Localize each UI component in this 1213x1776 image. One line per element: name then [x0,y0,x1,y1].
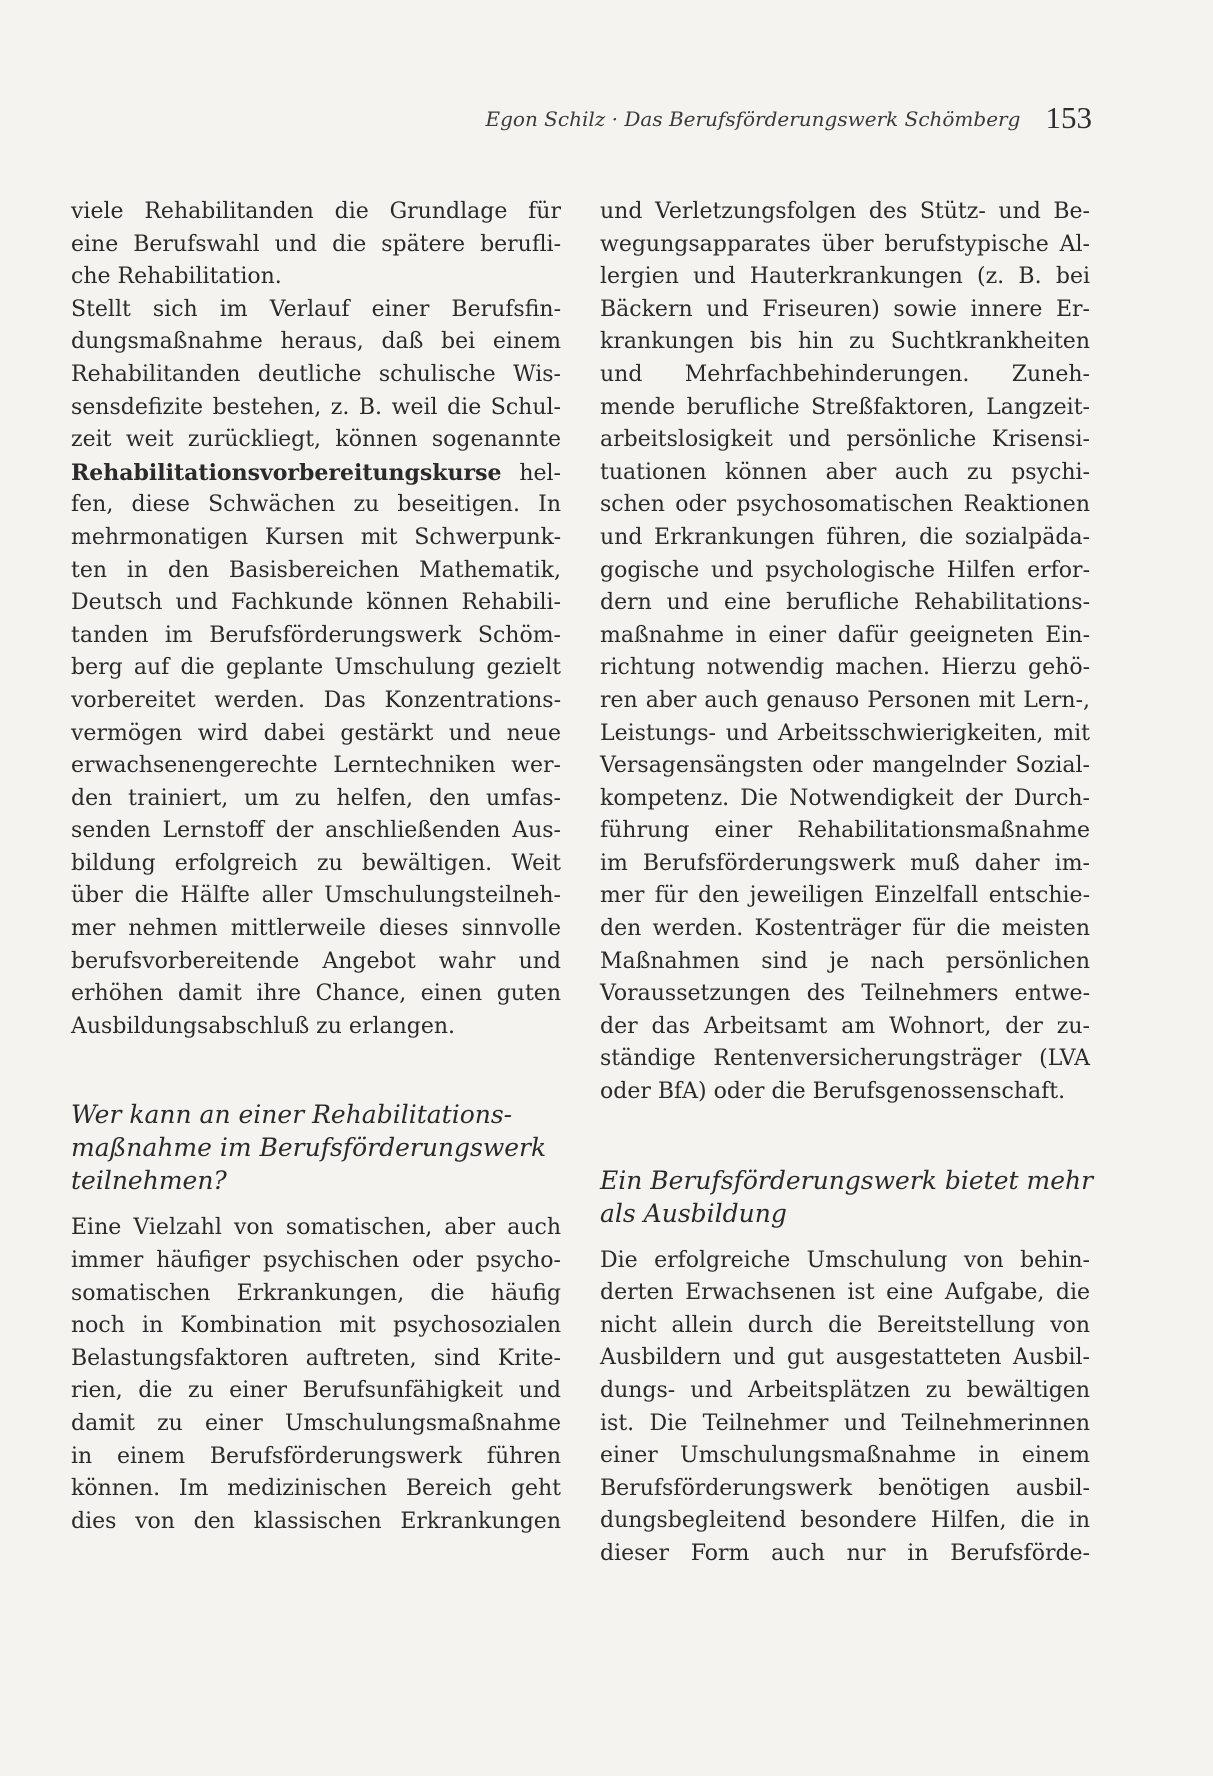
text-line: dungsmaßnahme heraus, daß bei einem [71,329,561,355]
text-line: oder BfA) oder die Berufsgenossenschaft. [600,1079,1066,1105]
text-line: Deutsch und Fachkunde können Rehabili- [71,590,561,616]
text-line: richtung notwendig machen. Hierzu gehö- [600,655,1090,681]
text-line: sensdefizite bestehen, z. B. weil die Schul- [71,394,561,420]
section-heading [600,1164,1094,1230]
text-line: dieser Form auch nur in Berufsförde- [600,1540,1090,1566]
text-line: berg auf die geplante Umschulung gezielt [71,655,561,681]
heading-line: maßnahme im Berufsförderungswerk [71,1133,547,1163]
section-heading [71,1098,561,1197]
text-line: Stellt sich im Verlauf einer Berufsfin- [71,296,561,322]
text-line: arbeitslosigkeit und persönliche Krisensi- [600,427,1090,453]
text-line: mer nehmen mittlerweile dieses sinnvolle [71,916,561,942]
text-line: Ausbildern und gut ausgestatteten Ausbil- [600,1345,1090,1371]
text-line: lergien und Hauterkrankungen (z. B. bei [600,264,1090,290]
text-line: viele Rehabilitanden die Grundlage für [71,199,561,224]
text-line: damit zu einer Umschulungsmaßnahme [71,1411,561,1436]
text-line: derten Erwachsenen ist eine Aufgabe, die [600,1280,1090,1306]
text-line-bold-term [71,457,561,490]
text-line: dies von den klassischen Erkrankungen [71,1508,561,1534]
text-line: in einem Berufsförderungswerk führen [71,1443,561,1469]
text-line: über die Hälfte aller Umschulungsteilneh- [71,883,561,909]
text-line: Ausbildungsabschluß zu erlangen. [71,1013,456,1039]
text-line: somatischen Erkrankungen, die häufig [71,1280,561,1306]
text-line: eine Berufswahl und die spätere berufli- [71,231,561,257]
text-line: führung einer Rehabilitationsmaßnahme [600,818,1090,844]
text-line: mer für den jeweiligen Einzelfall entschie- [600,883,1090,909]
text-line: mehrmonatigen Kursen mit Schwerpunk- [71,524,561,550]
text-line: berufsvorbereitende Angebot wahr und [71,948,561,974]
text-line: Eine Vielzahl von somatischen, aber auch [71,1215,561,1241]
text-line: ständige Rentenversicherungsträger (LVA [600,1046,1090,1072]
running-header [0,100,1092,136]
text-line: Leistungs- und Arbeitsschwierigkeiten, mit [600,720,1090,746]
heading-line: Wer kann an einer Rehabilitations- [71,1100,513,1130]
text-line: krankungen bis hin zu Suchtkrankheiten [600,329,1090,355]
text-line: den werden. Kostenträger für die meisten [600,916,1090,942]
text-line: bildung erfolgreich zu bewältigen. Weit [71,850,561,876]
text-line: und Verletzungsfolgen des Stütz- und Be- [600,199,1090,224]
text-line: kompetenz. Die Notwendigkeit der Durch- [600,785,1090,811]
text-line: tanden im Berufsförderungswerk Schöm- [71,622,561,648]
text-line: nicht allein durch die Bereitstellung von [600,1312,1090,1338]
right-column [600,196,1094,1571]
text-line: und Mehrfachbehinderungen. Zuneh- [600,361,1090,387]
text-line: rien, die zu einer Berufsunfähigkeit und [71,1378,561,1404]
heading-line: teilnehmen? [71,1166,227,1196]
text-line: erwachsenengerechte Lerntechniken wer- [71,753,561,779]
text-line: gogische und psychologische Hilfen erfor- [600,557,1090,583]
text-line: können. Im medizinischen Bereich geht [71,1476,561,1502]
bold-term: Rehabilitationsvorbereitungskurse [71,459,502,486]
running-head-title: Egon Schilz · Das Berufsförderungswerk Schömberg [485,107,1021,131]
bold-term-tail: hel- [501,460,561,486]
text-line: den trainiert, um zu helfen, den umfas- [71,785,561,811]
text-line: Berufsförderungswerk benötigen ausbil- [600,1475,1090,1501]
paragraph [71,1212,561,1538]
text-line: im Berufsförderungswerk muß daher im- [600,850,1090,876]
text-line: senden Lernstoff der anschließenden Aus- [71,818,561,844]
left-column [71,196,561,1538]
paragraph [71,294,561,1044]
text-line: erhöhen damit ihre Chance, einen guten [71,981,561,1007]
text-line: Voraussetzungen des Teilnehmers entwe- [600,981,1090,1007]
text-line: Die erfolgreiche Umschulung von behin- [600,1247,1090,1273]
text-line: Maßnahmen sind je nach persönlichen [600,948,1090,974]
text-line: schen oder psychosomatischen Reaktionen [600,492,1090,518]
text-line: der das Arbeitsamt am Wohnort, der zu- [600,1013,1090,1039]
paragraph [600,1245,1090,1571]
text-line: tuationen können aber auch zu psychi- [600,459,1090,485]
heading-line: als Ausbildung [600,1198,787,1228]
text-line: vermögen wird dabei gestärkt und neue [71,720,561,746]
text-line: ist. Die Teilnehmer und Teilnehmerinnen [600,1410,1090,1436]
text-line: che Rehabilitation. [71,264,282,290]
text-line: Belastungsfaktoren auftreten, sind Krite- [71,1345,561,1371]
text-line: Versagensängsten oder mangelnder Sozial- [600,753,1090,779]
text-line: dungs- und Arbeitsplätzen zu bewältigen [600,1378,1090,1403]
text-line: Bäckern und Friseuren) sowie innere Er- [600,296,1090,322]
text-line: und Erkrankungen führen, die sozialpäda- [600,524,1090,550]
text-line: wegungsapparates über berufstypische Al- [600,231,1090,257]
text-line: immer häufiger psychischen oder psycho- [71,1248,561,1274]
text-line: einer Umschulungsmaßnahme in einem [600,1443,1090,1469]
text-line: ten in den Basisbereichen Mathematik, [71,557,561,583]
text-line: maßnahme in einer dafür geeigneten Ein- [600,622,1090,648]
heading-line: Ein Berufsförderungswerk bietet mehr [600,1165,1094,1195]
text-line: ren aber auch genauso Personen mit Lern-, [600,687,1090,713]
text-line: fen, diese Schwächen zu beseitigen. In [71,492,561,518]
text-line: dern und eine berufliche Rehabilitations- [600,590,1090,616]
text-line: dungsbegleitend besondere Hilfen, die in [600,1508,1090,1534]
text-line: noch in Kombination mit psychosozialen [71,1313,561,1339]
text-line: mende berufliche Streßfaktoren, Langzeit- [600,394,1090,420]
text-line: vorbereitet werden. Das Konzentrations- [71,687,561,713]
paragraph [71,196,561,294]
paragraph [600,196,1090,1109]
page-number: 153 [1045,100,1092,135]
text-line: Rehabilitanden deutliche schulische Wis- [71,361,561,387]
text-line: zeit weit zurückliegt, können sogenannte [71,427,561,453]
